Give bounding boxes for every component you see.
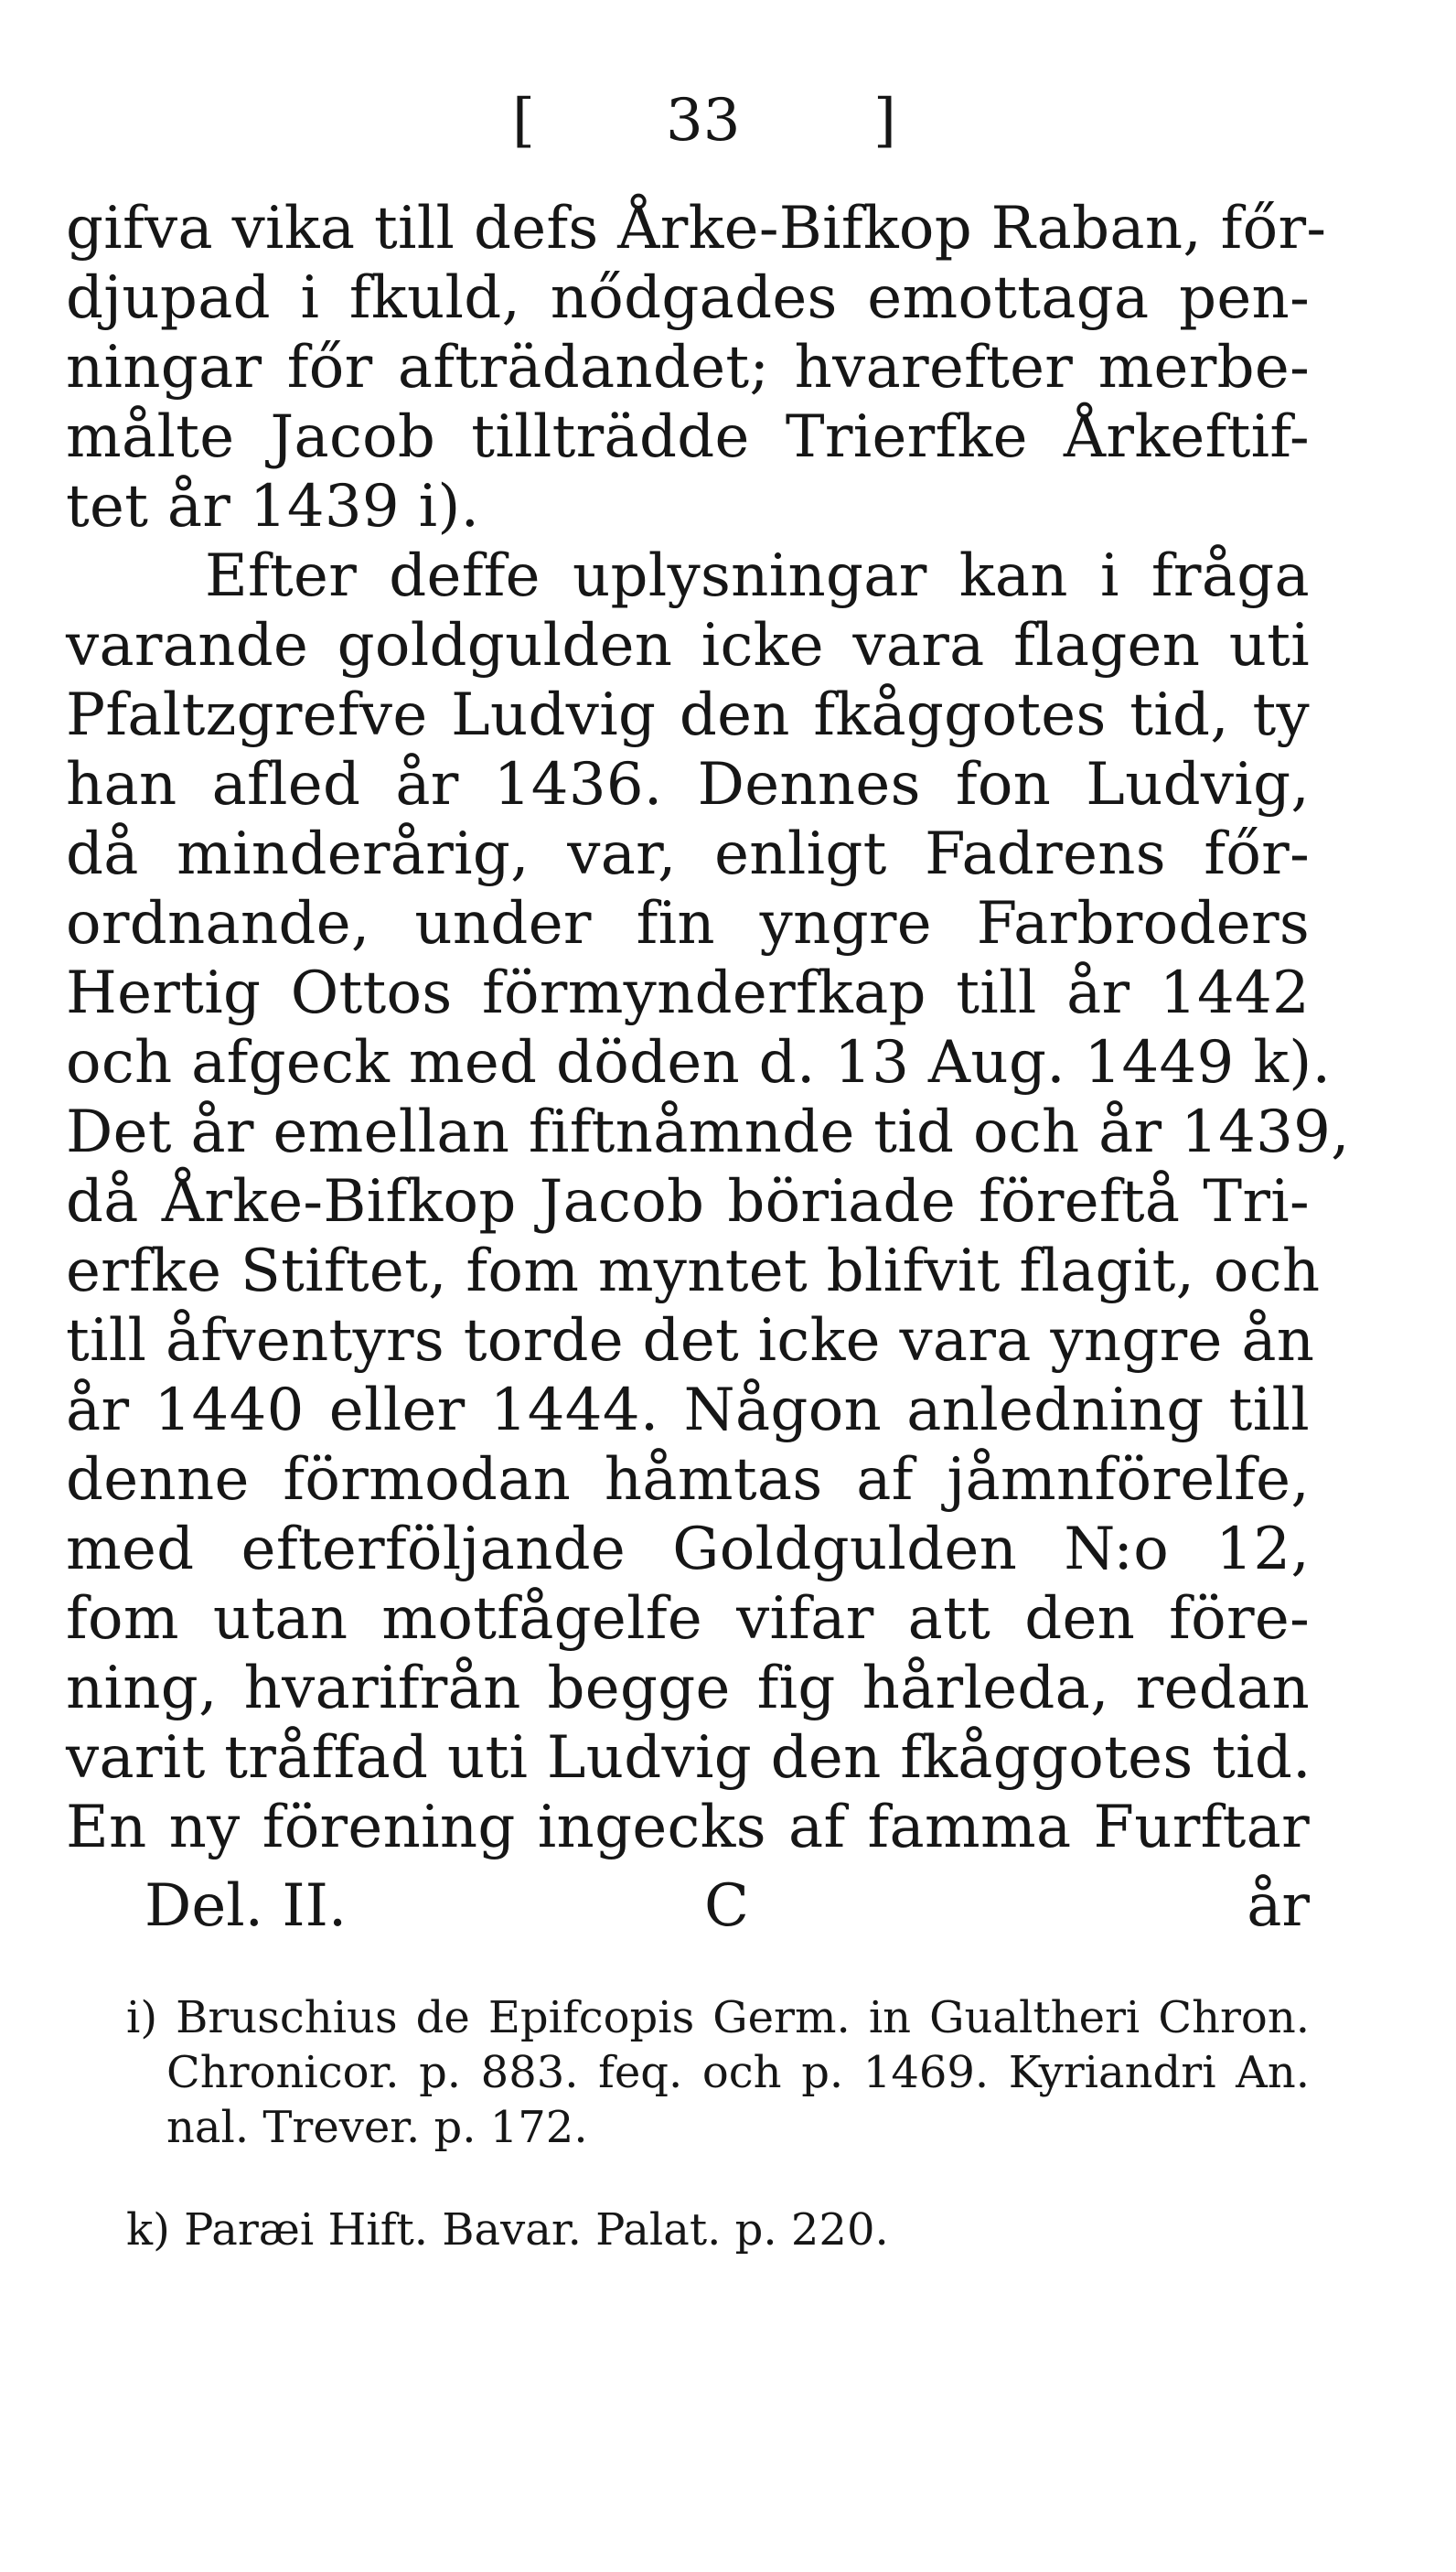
body-line: målte Jacob tillträdde Trierfke Årkeftif- — [66, 403, 1310, 471]
body-line: djupad i fkuld, nődgades emottaga pen- — [66, 264, 1310, 332]
body-line: till åfventyrs torde det icke vara yngre ån — [66, 1307, 1315, 1375]
body-text — [66, 194, 1350, 1862]
signature-mark: Del. II. — [145, 1872, 348, 1940]
body-line: fom utan motfågelfe vifar att den före- — [66, 1585, 1310, 1653]
body-line: tet år 1439 i). — [66, 473, 480, 541]
footnote-k-line: k) Paræi Hift. Bavar. Palat. p. 220. — [126, 2204, 889, 2256]
body-line: Efter deffe uplysningar kan i fråga — [205, 542, 1310, 610]
signature-line — [145, 1870, 1310, 1943]
sheet-letter: C — [704, 1872, 749, 1940]
catchword: år — [1247, 1872, 1310, 1940]
body-line: Hertig Ottos förmynderfkap till år 1442 — [66, 959, 1310, 1027]
footnote-i-line: i) Bruschius de Epifcopis Germ. in Gualtheri Chron. — [126, 1992, 1310, 2043]
body-line: han afled år 1436. Dennes fon Ludvig, — [66, 751, 1310, 819]
body-line: Det år emellan fiftnåmnde tid och år 1439, — [66, 1098, 1350, 1166]
body-line: ningar főr afträdandet; hvarefter merbe- — [66, 334, 1310, 402]
footnotes — [126, 1990, 1310, 2257]
body-line: år 1440 eller 1444. Någon anledning till — [66, 1377, 1310, 1444]
body-line: ordnande, under fin yngre Farbroders — [66, 890, 1310, 958]
header-bracket-right: ] — [873, 87, 896, 155]
footnote-gap — [126, 2155, 1310, 2202]
page-number: 33 — [666, 87, 741, 155]
body-line: denne förmodan håmtas af jåmnförelfe, — [66, 1446, 1310, 1514]
body-line: med efterföljande Goldgulden N:o 12, — [66, 1516, 1310, 1583]
body-line: varande goldgulden icke vara flagen uti — [66, 612, 1310, 680]
body-line: erfke Stiftet, fom myntet blifvit flagit, och — [66, 1238, 1321, 1305]
body-line: och afgeck med döden d. 13 Aug. 1449 k). — [66, 1029, 1332, 1097]
body-line: varit tråffad uti Ludvig den fkåggotes tid. — [66, 1724, 1311, 1792]
body-line: då Årke-Bifkop Jacob böriade föreftå Tri- — [66, 1168, 1310, 1236]
body-line: Pfaltzgrefve Ludvig den fkåggotes tid, ty — [66, 681, 1310, 749]
body-line: ning, hvarifrån begge fig hårleda, redan — [66, 1655, 1310, 1722]
body-line: då minderårig, var, enligt Fadrens főr- — [66, 820, 1310, 888]
footnote-i-line: nal. Trever. p. 172. — [166, 2102, 588, 2153]
header-bracket-left: [ — [512, 87, 535, 155]
page-header — [512, 84, 896, 157]
body-line: gifva vika till defs Årke-Bifkop Raban, főr- — [66, 195, 1327, 263]
body-line: En ny förening ingecks af famma Furftar — [66, 1794, 1310, 1861]
footnote-i-line: Chronicor. p. 883. feq. och p. 1469. Kyriandri An. — [166, 2047, 1310, 2098]
